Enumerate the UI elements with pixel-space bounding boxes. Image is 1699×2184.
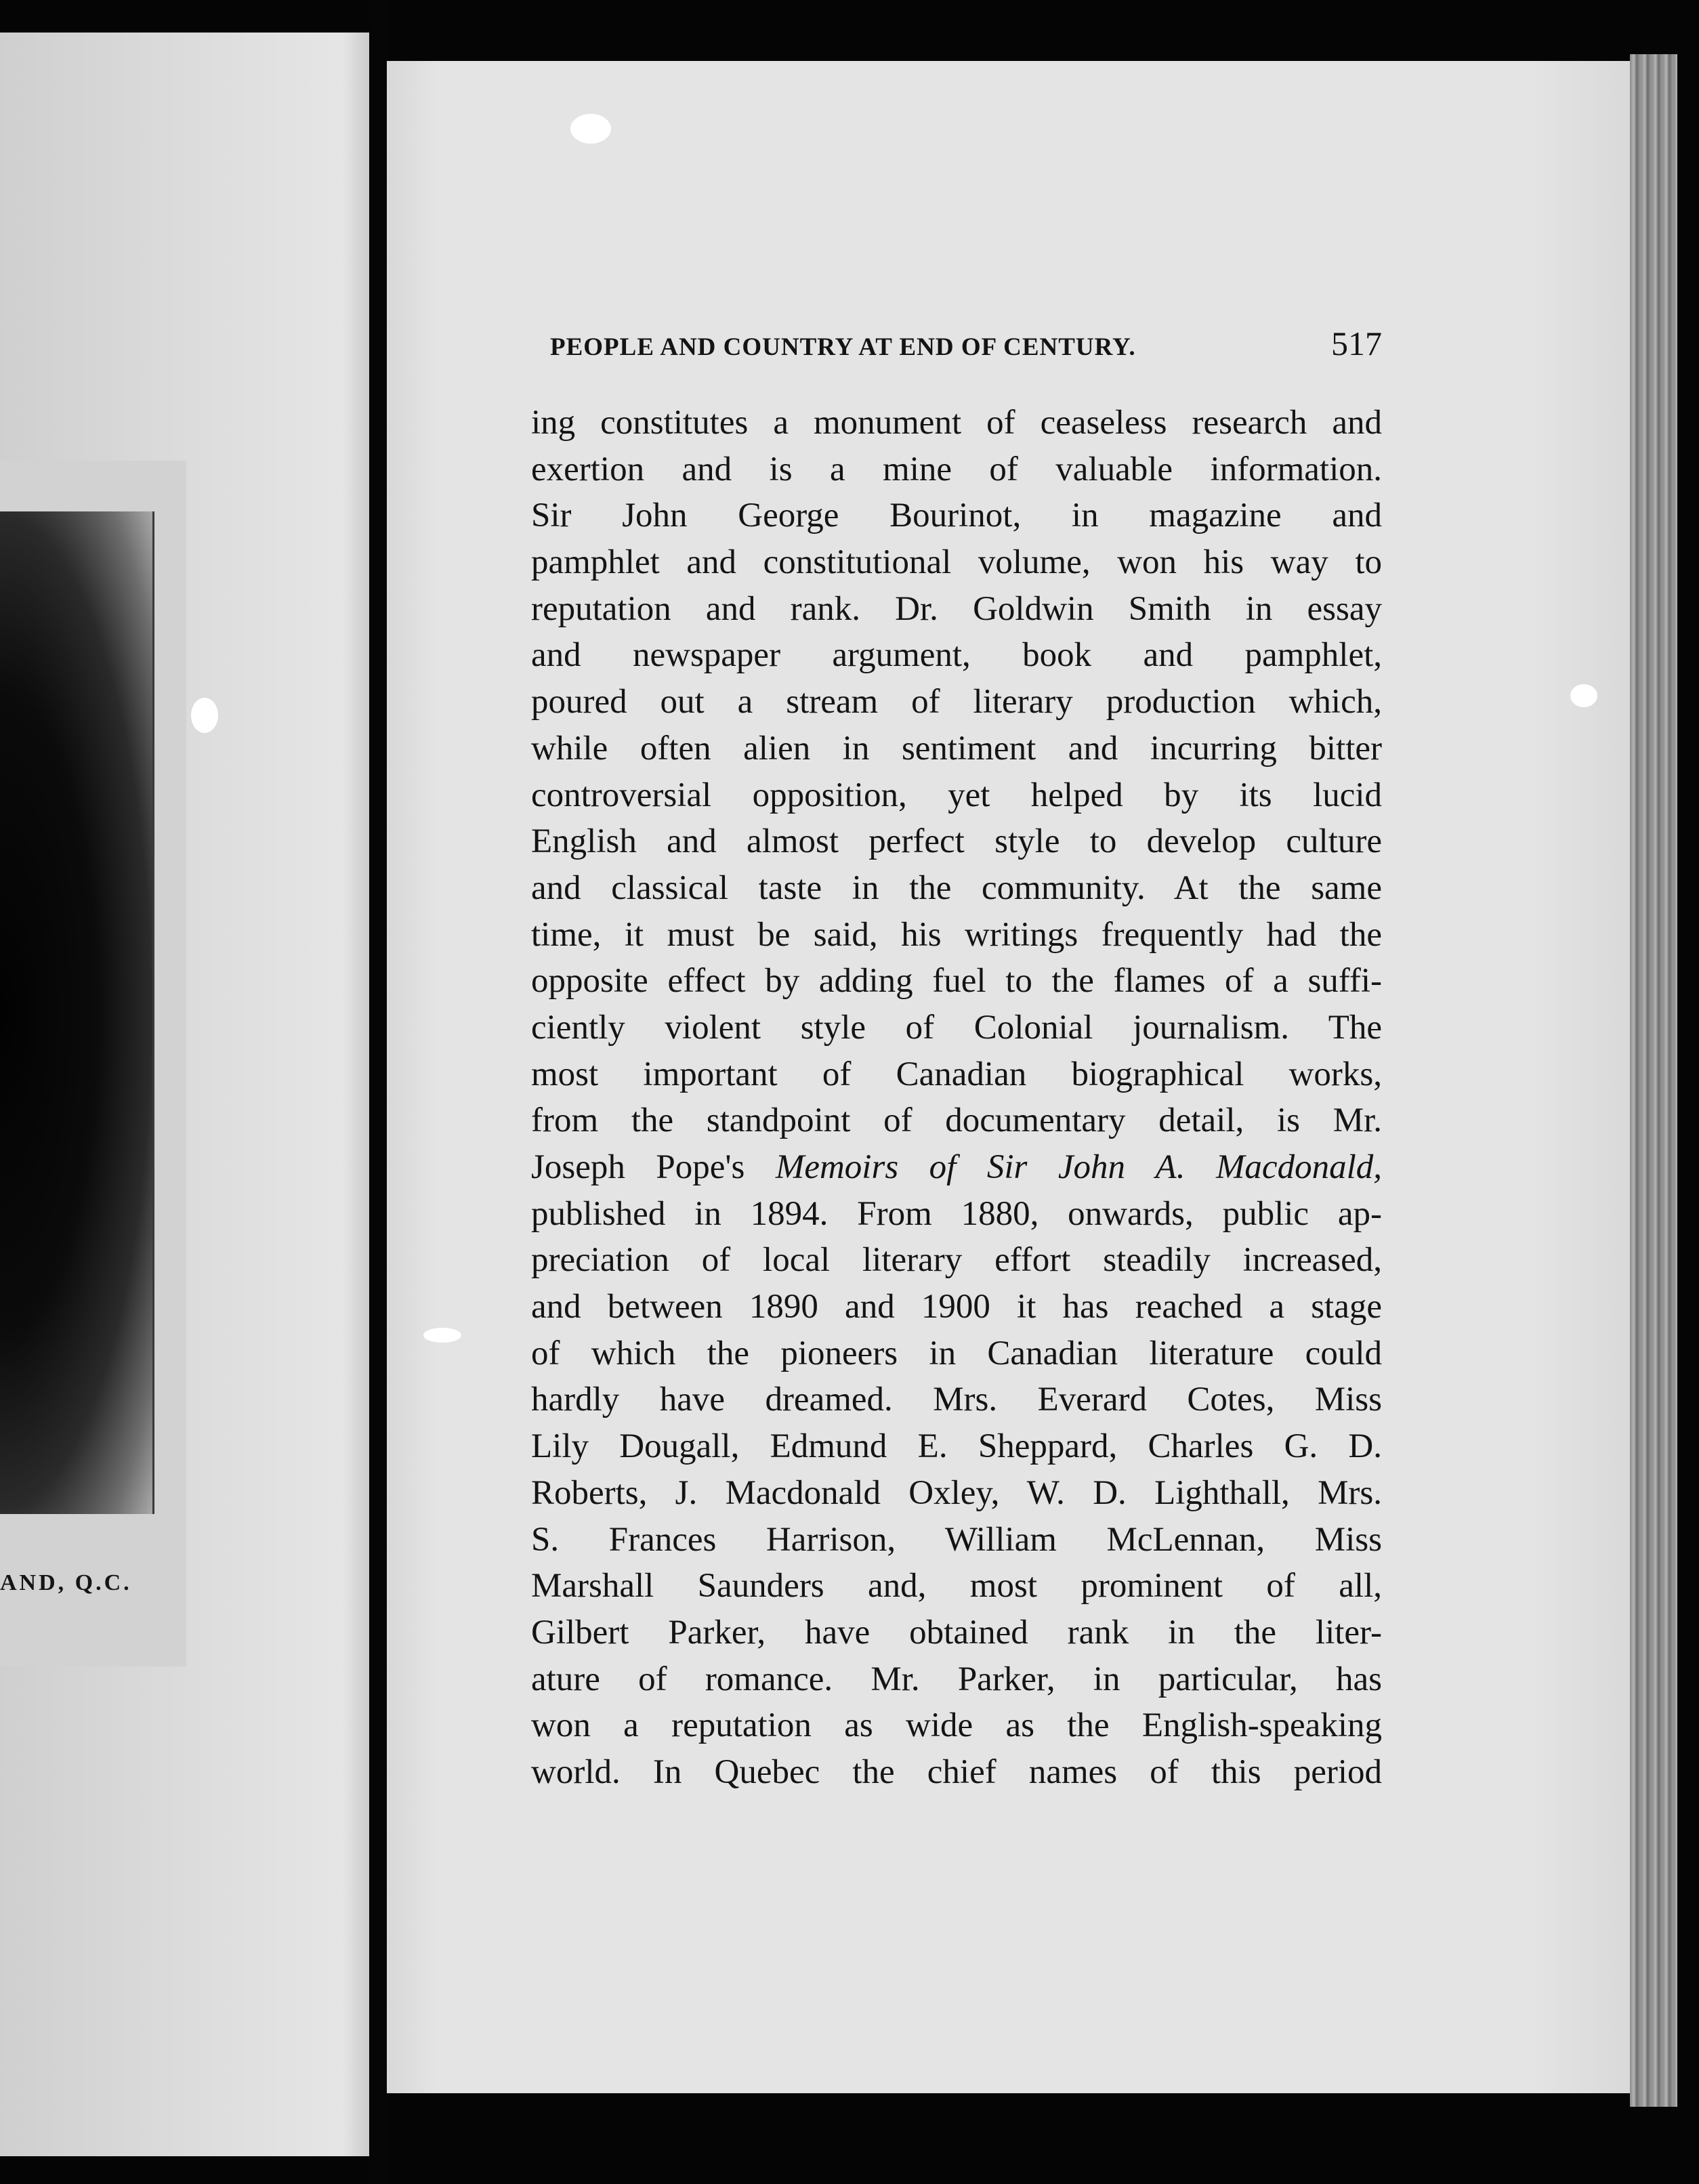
text-line: hardly have dreamed. Mrs. Everard Cotes, Miss — [531, 1381, 1382, 1419]
text-line: exertion and is a mine of valuable information. — [531, 450, 1382, 488]
text-line: most important of Canadian biographical works, — [531, 1055, 1382, 1093]
text-line: Sir John George Bourinot, in magazine and — [531, 497, 1382, 535]
text-line: while often alien in sentiment and incurring bitter — [531, 729, 1382, 768]
page-edges — [1630, 54, 1677, 2107]
text-line: Gilbert Parker, have obtained rank in the liter- — [531, 1613, 1382, 1652]
text-line: reputation and rank. Dr. Goldwin Smith in essay — [531, 589, 1382, 628]
text-line: published in 1894. From 1880, onwards, public ap- — [531, 1194, 1382, 1233]
text-line: English and almost perfect style to develop culture — [531, 822, 1382, 861]
text-line: and newspaper argument, book and pamphlet, — [531, 636, 1382, 675]
running-head — [550, 324, 1382, 363]
text-line: ing constitutes a monument of ceaseless research and — [531, 404, 1382, 442]
text-line: ciently violent style of Colonial journalism. The — [531, 1008, 1382, 1047]
book-title: Memoirs of Sir John A. Macdonald, — [775, 1148, 1382, 1186]
scan-speck — [423, 1328, 461, 1343]
text-line: time, it must be said, his writings frequently had the — [531, 915, 1382, 954]
text-line: world. In Quebec the chief names of this period — [531, 1752, 1382, 1791]
text-line: and classical taste in the community. At the same — [531, 868, 1382, 907]
text-line: opposite effect by adding fuel to the flames of a suffi- — [531, 962, 1382, 1001]
text-line: Marshall Saunders and, most prominent of all, — [531, 1567, 1382, 1605]
memoir-line — [531, 1144, 1382, 1191]
portrait-photo — [0, 511, 154, 1514]
text-line: preciation of local literary effort steadily increased, — [531, 1241, 1382, 1280]
text-line: Lily Dougall, Edmund E. Sheppard, Charles G. D. — [531, 1427, 1382, 1466]
text-line: poured out a stream of literary production which, — [531, 683, 1382, 721]
text-line: Roberts, J. Macdonald Oxley, W. D. Lighthall, Mrs. — [531, 1473, 1382, 1512]
portrait-caption: AND, Q.C. — [0, 1570, 132, 1595]
body-text — [531, 400, 1382, 1796]
book-gutter — [369, 0, 387, 2184]
text-line: pamphlet and constitutional volume, won his way to — [531, 543, 1382, 582]
page-number: 517 — [1331, 324, 1382, 362]
text-line: ature of romance. Mr. Parker, in particular, has — [531, 1660, 1382, 1698]
scan-speck — [191, 698, 218, 733]
text-line: won a reputation as wide as the English-speaking — [531, 1706, 1382, 1745]
scan-speck — [570, 114, 611, 144]
text-line: and between 1890 and 1900 it has reached a stage — [531, 1288, 1382, 1326]
left-gutter-shadow — [342, 33, 369, 2156]
scan-speck — [1570, 684, 1597, 707]
text-line: controversial opposition, yet helped by its lucid — [531, 776, 1382, 814]
text-line: from the standpoint of documentary detail, is Mr. — [531, 1101, 1382, 1140]
running-title: PEOPLE AND COUNTRY AT END OF CENTURY. — [550, 333, 1136, 361]
text-line: S. Frances Harrison, William McLennan, Miss — [531, 1520, 1382, 1559]
text-line: of which the pioneers in Canadian literature could — [531, 1334, 1382, 1372]
memoir-line-prefix: Joseph Pope's — [531, 1148, 776, 1186]
